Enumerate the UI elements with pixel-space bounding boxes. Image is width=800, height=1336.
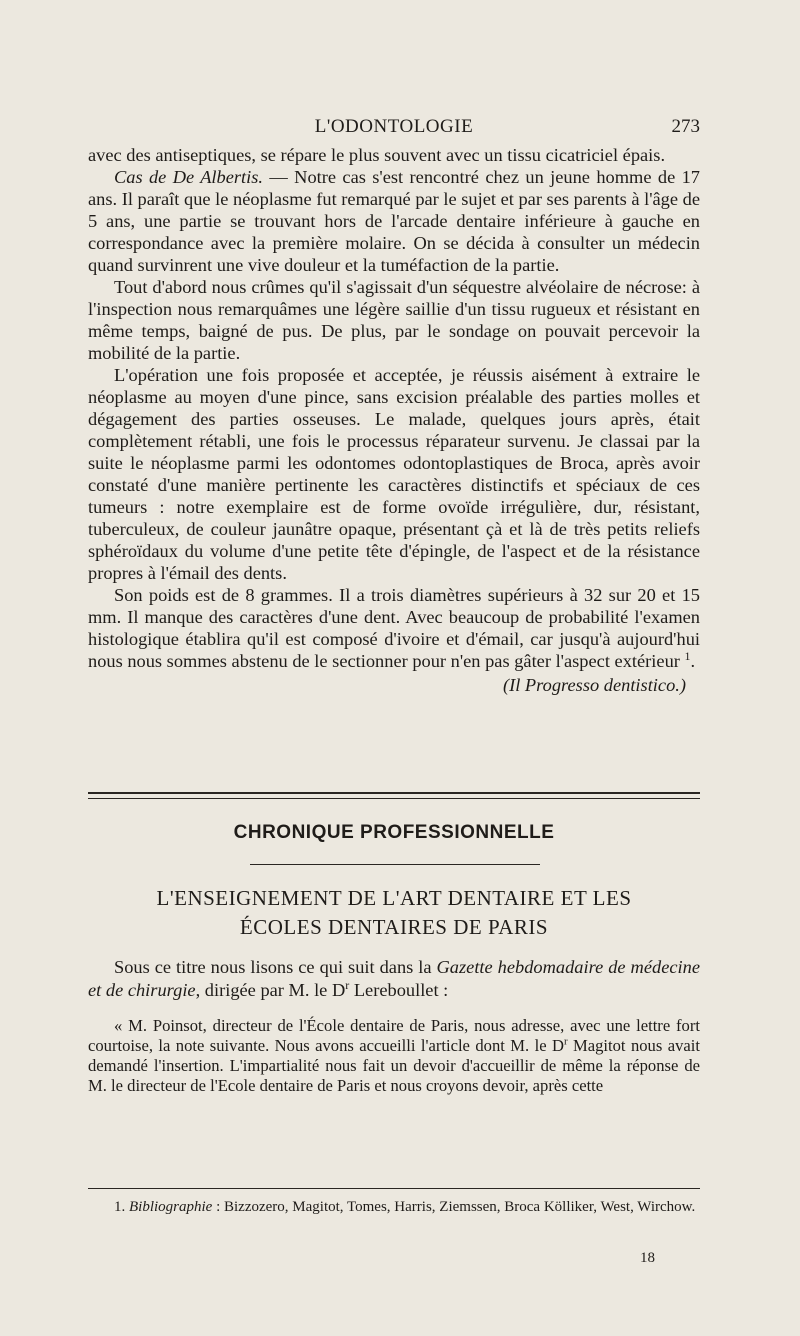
article-title-line-2: ÉCOLES DENTAIRES DE PARIS [239,915,549,939]
intro-superscript: r [345,977,350,992]
quote-text-after: Magitot nous avait demandé l'insertion. L'impartialité nous fait un devoir d'accueillir de même la réponse de M. le directeur de l'Ecole dentaire de Paris et nous croyons devoir, après cette [88,1036,700,1095]
printer-signature: 18 [640,1250,655,1266]
paragraph-operation: L'opération une fois proposée et acceptée, je réussis aisément à extraire le néoplasme au moyen d'une pince, sans excision préalable des parties molles et dégagement des parties osseuses. Le malade, quelques jours après, était complètement rétabli, une fois le processus réparateur survenu. Je classai par la suite le néoplasme parmi les odontomes odontoplastiques de Broca, après avoir constaté d'une manière pertinente les caractères distinctifs et spéciaux de ces tumeurs : notre exemplaire est de forme ovoïde irrégulière, dur, résistant, tuberculeux, de couleur jaunâtre opaque, présentant çà et là de très petits reliefs sphéroïdaux du volume d'une petite tête d'épingle, de l'aspect et de la résistance propres à l'émail des dents. [88,365,700,583]
case-text: — Notre cas s'est rencontré chez un jeune homme de 17 ans. Il paraît que le néoplasme fut remarqué par le sujet et par ses parents à l'âge de 5 ans, une partie se trouvant hors de l'arcade dentaire inférieure à gauche en correspondance avec la première molaire. On se décida à consulter un médecin quand survinrent une vive douleur et la tuméfaction de la partie. [88,167,700,275]
paragraph-case [88,166,700,276]
page-number: 273 [671,116,700,137]
source-citation: (Il Progresso dentistico.) [502,675,686,695]
intro-text-after: , dirigée par M. le D [195,980,346,1000]
case-label: Cas de De Albertis. [114,167,264,187]
quote-text: « M. Poinsot, directeur de l'École dentaire de Paris, nous adresse, avec une lettre fort courtoise, la note suivante. Nous avons accueilli l'article dont M. le D [88,1016,700,1055]
footnote-number: 1. [114,1199,126,1215]
quoted-paragraph [88,1016,700,1096]
intro-paragraph [88,956,700,1002]
footnote-marker: 1 [684,648,691,663]
section-title: CHRONIQUE PROFESSIONNELLE [233,822,555,843]
intro-text-end: Lereboullet : [349,980,449,1000]
weight-text: Son poids est de 8 grammes. Il a trois diamètres supérieurs à 32 sur 20 et 15 mm. Il manque des caractères d'une dent. Avec beaucoup de probabilité l'examen histologique établira qu'il est composé d'ivoire et d'émail, car jusqu'à aujourd'hui nous nous sommes abstenu de le sectionner pour n'en pas gâter l'aspect extérieur [88,585,700,671]
running-title: L'ODONTOLOGIE [314,116,474,137]
article-body [88,144,700,696]
paragraph-weight [88,584,700,672]
journal-name: Gazette hebdomadaire de médecine et de chirurgie [88,957,700,1000]
weight-text-end: . [690,651,696,671]
section-rule [250,864,540,865]
article-title-line-1: L'ENSEIGNEMENT DE L'ART DENTAIRE ET LES [156,886,632,910]
quote-superscript: r [563,1035,568,1048]
intro-text: Sous ce titre nous lisons ce qui suit dans la [114,957,437,977]
footnote-text: : Bizzozero, Magitot, Tomes, Harris, Ziemssen, Broca Kölliker, West, Wirchow. [212,1199,696,1215]
paragraph-continuation: avec des antiseptiques, se répare le plus souvent avec un tissu cicatriciel épais. [88,145,666,165]
running-head [88,116,700,142]
footnote-rule [88,1188,700,1189]
section-divider [88,792,700,799]
paragraph-inspection: Tout d'abord nous crûmes qu'il s'agissait d'un séquestre alvéolaire de nécrose: à l'inspection nous remarquâmes une légère saillie d'un tissu rugueux et résistant en même temps, baigné de pus. De plus, par le sondage on pouvait percevoir la mobilité de la partie. [88,277,700,363]
article-title [88,884,700,942]
footnote [88,1198,700,1217]
footnote-label: Bibliographie [129,1199,213,1215]
